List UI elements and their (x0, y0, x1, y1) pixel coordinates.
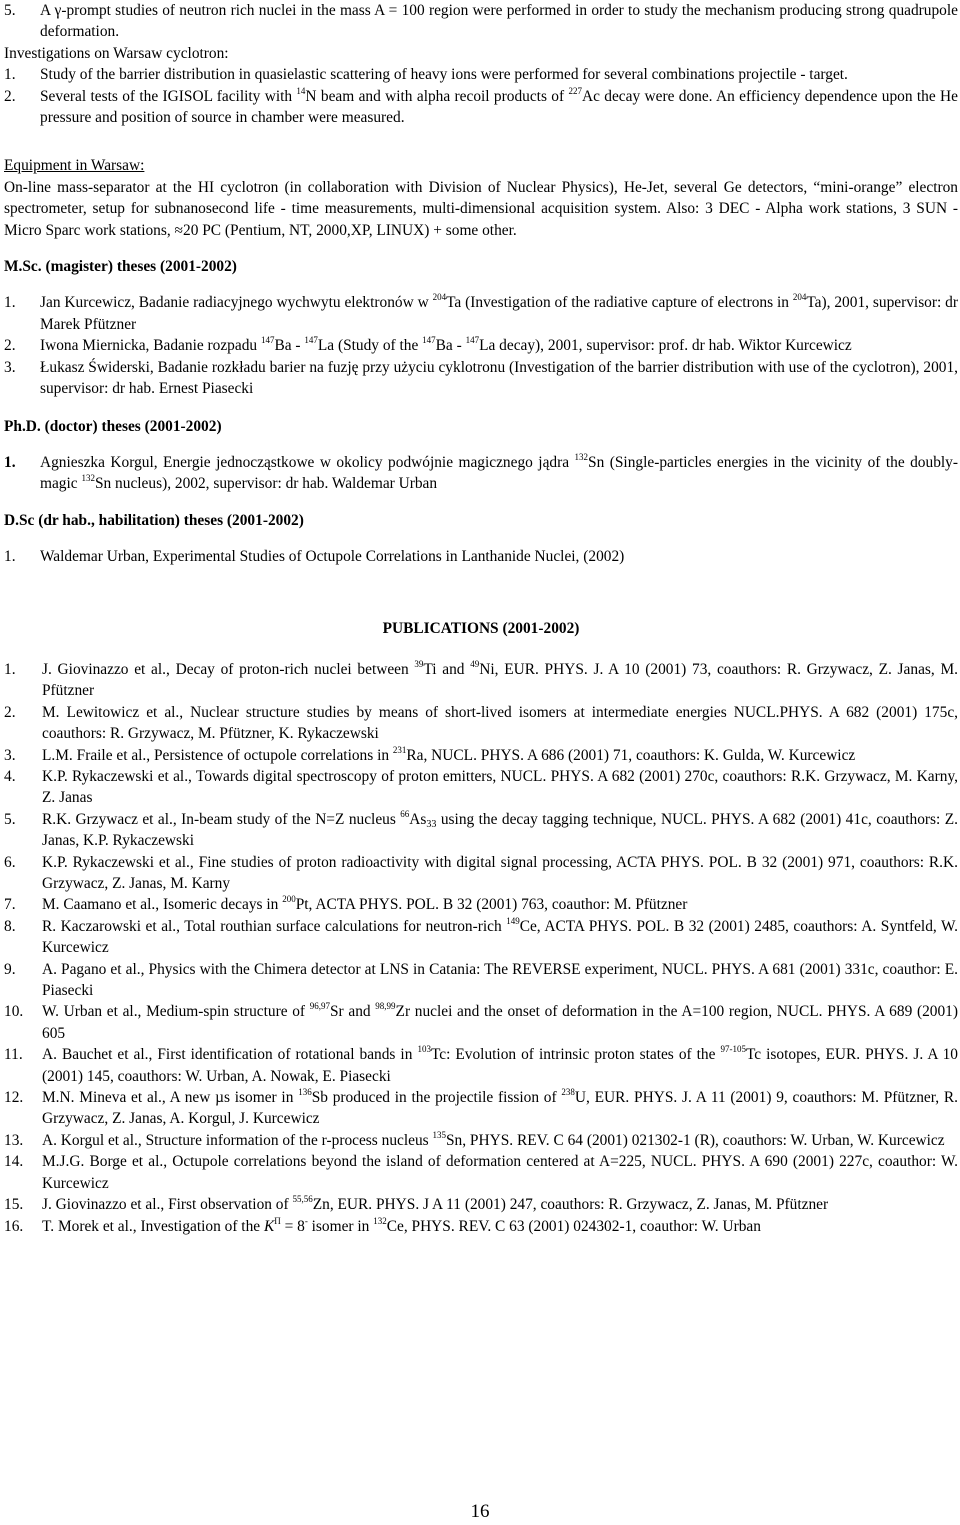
list-item (4, 1001, 958, 1044)
superscript: 132 (574, 451, 589, 462)
item-number: 14. (4, 1153, 24, 1171)
text-run: Sn (Single-particles energies in the vicinity of the doubly-magic (40, 453, 958, 493)
item-number: 1. (4, 548, 16, 566)
superscript: 147 (304, 335, 318, 346)
item-number: 10. (4, 1003, 24, 1021)
superscript: 49 (470, 658, 480, 669)
list-item (4, 292, 958, 335)
list-item (4, 452, 958, 495)
list-item (4, 1087, 958, 1130)
text-run: Ta), 2001, supervisor: dr Marek Pfützner (40, 294, 958, 333)
superscript: 200 (282, 894, 296, 905)
list-item (4, 745, 958, 766)
item-text: M.J.G. Borge et al., Octupole correlations beyond the island of deformation centered at A=225, NUCL. PHYS. A 690 (2001) 227c, coauthor: W. Kurcewicz (42, 1153, 958, 1192)
text-run: M. Caamano et al., Isomeric decays in (42, 896, 283, 914)
item-number: 12. (4, 1089, 24, 1107)
list-item (4, 1216, 958, 1237)
list-item (4, 702, 958, 745)
equipment-heading: Equipment in Warsaw: (4, 157, 145, 175)
superscript: 135 (432, 1129, 446, 1140)
text-run: Sn nucleus), 2002, supervisor: dr hab. Waldemar Urban (94, 475, 438, 493)
superscript: 147 (260, 335, 275, 346)
text-run: M.N. Mineva et al., A new µs isomer in (42, 1089, 299, 1107)
text-run: W. Urban et al., Medium-spin structure of (42, 1003, 310, 1021)
text-run: Ta (Investigation of the radiative capture of electrons in (446, 294, 793, 312)
text-run: Zr nuclei and the onset of deformation in the A=100 region, NUCL. PHYS. A 689 (2001) 605 (42, 1003, 958, 1042)
list-item (4, 894, 958, 915)
item-number: 1. (4, 294, 16, 312)
superscript: 204 (792, 292, 807, 303)
superscript: 147 (465, 335, 480, 346)
phd-heading: Ph.D. (doctor) theses (2001-2002) (4, 417, 222, 435)
text-run: Ni, EUR. PHYS. J. A 10 (2001) 73, coauthors: R. Grzywacz, Z. Janas, M. Pfützner (42, 660, 958, 700)
text-run: La (Study of the (317, 337, 423, 355)
msc-heading: M.Sc. (magister) theses (2001-2002) (4, 258, 237, 276)
item-text: A. Pagano et al., Physics with the Chimera detector at LNS in Catania: The REVERSE experiment, NUCL. PHYS. A 681 (2001) 331c, coauthor: E. Piasecki (42, 960, 958, 1000)
text-run: As (409, 810, 427, 828)
text-run: isomer in (307, 1217, 374, 1235)
superscript: 147 (422, 335, 436, 346)
superscript: 238 (561, 1087, 575, 1098)
item-number: 7. (4, 896, 16, 914)
document-page (4, 0, 958, 1237)
superscript: 39 (414, 658, 424, 669)
item-number: 4. (4, 767, 16, 785)
superscript: 96,97 (309, 1001, 330, 1012)
superscript: 227 (568, 85, 582, 96)
text-run: Ce, PHYS. REV. C 63 (2001) 024302-1, coauthor: W. Urban (386, 1217, 761, 1235)
item-number: 2. (4, 703, 16, 721)
superscript: 98,99 (375, 1001, 396, 1012)
section-subheading: Investigations on Warsaw cyclotron: (4, 44, 229, 62)
list-item (4, 809, 958, 852)
superscript: 132 (81, 473, 95, 484)
text-run: Sn, PHYS. REV. C 64 (2001) 021302-1 (R), coauthors: W. Urban, W. Kurcewicz (445, 1131, 945, 1149)
list-item (4, 1151, 958, 1194)
text-run: using the decay tagging technique, NUCL. PHYS. A 682 (2001) 41c, coauthors: Z. Janas, K.P. Rykaczewski (42, 810, 959, 850)
list-item (4, 1044, 958, 1087)
page-number: 16 (470, 1501, 490, 1522)
text-run: A. Bauchet et al., First identification of rotational bands in (42, 1046, 418, 1064)
text-run: Agnieszka Korgul, Energie jednocząstkowe w okolicy podwójnie magicznego jądra (40, 453, 575, 471)
superscript: 132 (373, 1215, 387, 1226)
item-number: 15. (4, 1196, 24, 1214)
item-number: 1. (4, 660, 16, 678)
text-run: Pt, ACTA PHYS. POL. B 32 (2001) 763, coauthor: M. Pfützner (295, 896, 688, 914)
dsc-heading: D.Sc (dr hab., habilitation) theses (2001-2002) (4, 511, 304, 529)
text-run: N beam and with alpha recoil products of (305, 87, 569, 105)
text-run: Zn, EUR. PHYS. J A 11 (2001) 247, coauthors: R. Grzywacz, Z. Janas, M. Pfützner (312, 1196, 829, 1214)
text-run: Ac decay were done. An efficiency dependence upon the He pressure and position of source in chamber were measured. (40, 87, 958, 127)
item-text: Waldemar Urban, Experimental Studies of Octupole Correlations in Lanthanide Nuclei, (2002) (40, 548, 625, 566)
text-run: Tc: Evolution of intrinsic proton states of the (430, 1046, 721, 1064)
item-number: 16. (4, 1217, 24, 1235)
text-run: Ra, NUCL. PHYS. A 686 (2001) 71, coauthors: K. Gulda, W. Kurcewicz (406, 746, 856, 764)
item-number: 8. (4, 917, 16, 935)
item-number: 9. (4, 960, 16, 978)
text-run: J. Giovinazzo et al., First observation of (42, 1196, 293, 1214)
text-run: Ce, ACTA PHYS. POL. B 32 (2001) 2485, coauthors: A. Syntfeld, W. Kurcewicz (42, 917, 958, 957)
text-run: R. Kaczarowski et al., Total routhian surface calculations for neutron-rich (42, 917, 507, 935)
text-run: L.M. Fraile et al., Persistence of octupole correlations in (42, 746, 393, 764)
list-item (4, 357, 958, 400)
item-number: 13. (4, 1131, 24, 1149)
list-item (4, 659, 958, 702)
item-number: 2. (4, 87, 16, 105)
item-number: 1. (4, 453, 16, 471)
publications-heading: PUBLICATIONS (2001-2002) (382, 619, 580, 637)
text-run: R.K. Grzywacz et al., In-beam study of the N=Z nucleus (42, 810, 401, 828)
text-run: T. Morek et al., Investigation of the (42, 1217, 264, 1235)
superscript: 14 (296, 85, 306, 96)
superscript: 231 (392, 744, 407, 755)
item-text: K.P. Rykaczewski et al., Fine studies of proton radioactivity with digital signal processing, ACTA PHYS. POL. B 32 (2001) 971, coauthors: R.K. Grzywacz, Z. Janas, M. Karny (42, 853, 958, 892)
list-item (4, 64, 958, 85)
item-number: 3. (4, 358, 16, 376)
item-number: 3. (4, 746, 16, 764)
text-run: = 8 (280, 1217, 305, 1235)
list-item (4, 1194, 958, 1215)
text-run: Iwona Miernicka, Badanie rozpadu (40, 337, 261, 355)
subscript: 33 (426, 818, 437, 830)
list-item (4, 852, 958, 895)
italic-symbol: K (263, 1217, 275, 1235)
item-text: Łukasz Świderski, Badanie rozkładu barier na fuzję przy użyciu cyklotronu (Investigation of the barrier distribution with use of the cyclotron), 2001, supervisor: dr hab. Ernest Piasecki (40, 358, 958, 398)
item-number: 11. (4, 1046, 23, 1064)
text-run: Tc isotopes, EUR. PHYS. J. A 10 (2001) 145, coauthors: W. Urban, A. Nowak, E. Piasecki (42, 1046, 959, 1085)
text-run: U, EUR. PHYS. J. A 11 (2001) 9, coauthors: M. Pfützner, R. Grzywacz, Z. Janas, A. Korgul, J. Kurcewicz (42, 1089, 958, 1128)
item-text: A γ-prompt studies of neutron rich nuclei in the mass A = 100 region were performed in order to study the mechanism producing strong quadrupole deformation. (40, 2, 958, 41)
text-run: La decay), 2001, supervisor: prof. dr hab. Wiktor Kurcewicz (479, 337, 852, 355)
superscript: Π (274, 1215, 281, 1226)
text-run: Ti and (423, 660, 471, 678)
item-number: 1. (4, 66, 16, 84)
list-item (4, 1130, 958, 1151)
item-number: 5. (4, 2, 16, 19)
superscript: 66 (400, 808, 410, 819)
text-run: J. Giovinazzo et al., Decay of proton-rich nuclei between (42, 660, 415, 678)
item-text: M. Lewitowicz et al., Nuclear structure studies by means of short-lived isomers at intermediate energies NUCL.PHYS. A 682 (2001) 175c, coauthors: R. Grzywacz, M. Pfützner, K. Rykaczewski (42, 703, 958, 743)
list-item (4, 335, 958, 356)
superscript: 97-105 (720, 1044, 746, 1055)
superscript: 55,56 (292, 1194, 313, 1205)
list-item (4, 766, 958, 809)
item-number: 5. (4, 810, 16, 828)
superscript: 103 (417, 1044, 431, 1055)
text-run: Jan Kurcewicz, Badanie radiacyjnego wychwytu elektronów w (40, 294, 433, 312)
list-item (4, 959, 958, 1002)
list-item (4, 546, 958, 567)
text-run: A. Korgul et al., Structure information of the r-process nucleus (42, 1131, 433, 1149)
equipment-text: On-line mass-separator at the HI cyclotron (in collaboration with Division of Nuclear Physics), He-Jet, several Ge detectors, “mini-orange” electron spectrometer, setup for subnanosecond life - time measurements, multi-dimensional acquisition system. Also: 3 DEC - Alpha work stations, 3 SUN - Micro Sparc work stations, ≈20 PC (Pentium, NT, 2000,XP, LINUX) + some other. (4, 178, 958, 239)
superscript: - (304, 1215, 308, 1226)
item-number: 2. (4, 337, 16, 355)
list-item (4, 86, 958, 129)
text-run: Ba - (274, 337, 305, 355)
list-item (4, 0, 958, 43)
superscript: 136 (298, 1087, 312, 1098)
superscript: 204 (432, 292, 447, 303)
text-run: Ba - (435, 337, 466, 355)
text-run: Several tests of the IGISOL facility with (40, 87, 297, 105)
publications-list (4, 659, 958, 1237)
text-run: Sb produced in the projectile fission of (311, 1089, 562, 1107)
item-text: K.P. Rykaczewski et al., Towards digital spectroscopy of proton emitters, NUCL. PHYS. A 682 (2001) 270c, coauthors: R.K. Grzywacz, M. Karny, Z. Janas (42, 767, 958, 807)
item-text: Study of the barrier distribution in quasielastic scattering of heavy ions were performed for several combinations projectile - target. (40, 66, 848, 84)
list-item (4, 916, 958, 959)
text-run: Sr and (330, 1003, 376, 1021)
superscript: 149 (506, 915, 520, 926)
item-number: 6. (4, 853, 16, 871)
